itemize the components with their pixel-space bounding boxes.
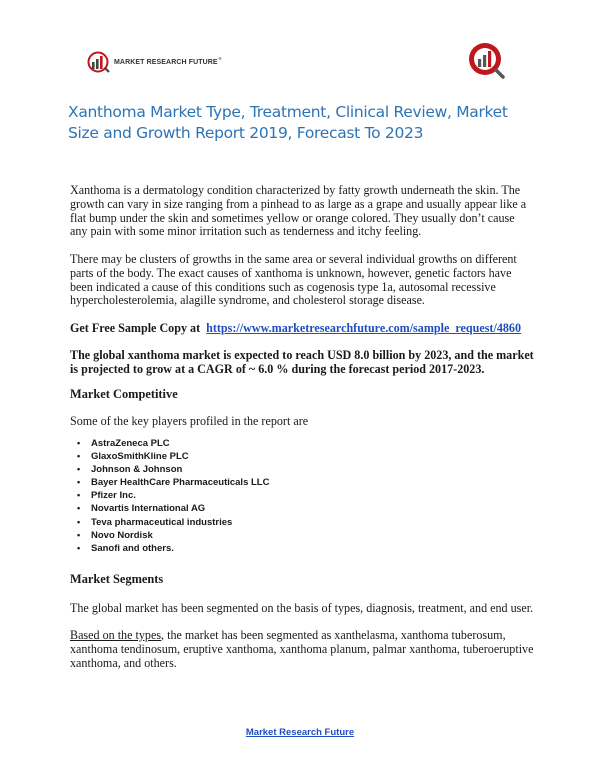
logo-emblem-icon — [466, 40, 506, 80]
players-intro: Some of the key players profiled in the report are — [70, 414, 309, 428]
bullet-icon: • — [77, 542, 81, 553]
bullet-icon: • — [77, 438, 81, 448]
market-segments-heading: Market Segments — [70, 572, 164, 586]
company-logo — [87, 51, 222, 73]
bullet-icon: • — [77, 464, 81, 475]
footer-link[interactable]: Market Research Future — [245, 727, 355, 738]
bullet-icon: • — [77, 529, 81, 540]
list-item: • Sanofi and others. — [77, 542, 174, 554]
bullet-icon: • — [77, 490, 81, 501]
bullet-icon: • — [77, 516, 81, 527]
bullet-icon: • — [77, 477, 81, 488]
list-item: • Teva pharmaceutical industries — [77, 516, 233, 528]
list-item: • AstraZeneca PLC — [77, 438, 170, 449]
key-players-list — [70, 437, 269, 555]
registered-mark: ® — [218, 55, 222, 61]
list-item: • GlaxoSmithKline PLC — [77, 451, 189, 463]
sample-copy-label: Get Free Sample Copy at — [70, 321, 201, 335]
logo-text: MARKET RESEARCH FUTURE ® — [114, 55, 222, 66]
list-item: • Pfizer Inc. — [77, 490, 136, 502]
list-item: • Johnson & Johnson — [77, 464, 183, 476]
types-lead: Based on the types — [70, 628, 162, 642]
types-rest: , the market has been segmented as xanthelasma, xanthoma tuberosum, xanthoma tendinosum, eruptive xanthoma, xanthoma planum, palmar xanthoma, tuberoeruptive xanthoma, and others. — [70, 628, 534, 670]
sample-copy-line — [70, 322, 535, 336]
list-item: • Novartis International AG — [77, 503, 206, 515]
list-item: • Bayer HealthCare Pharmaceuticals LLC — [77, 477, 270, 489]
bullet-icon: • — [77, 451, 81, 462]
market-competitive-heading: Market Competitive — [70, 387, 178, 401]
sample-request-link[interactable]: https://www.marketresearchfuture.com/sample_request/4860 — [206, 321, 522, 335]
intro-paragraph: Xanthoma is a dermatology condition characterized by fatty growth underneath the skin. The growth can vary in size ranging from a pinhead to as large as a grape and usually appear like a flat bump under the skin and sometimes yellow or orange colored. They usually don’t cause any pain with some minor irritation such as tenderness and itchy feeling. — [70, 183, 527, 239]
types-paragraph — [70, 629, 535, 670]
logo-globe-icon — [87, 51, 111, 73]
list-item: • Novo Nordisk — [77, 529, 153, 541]
segments-intro: The global market has been segmented on the basis of types, diagnosis, treatment, and end user. — [70, 601, 534, 615]
page-title: Xanthoma Market Type, Treatment, Clinical Review, Market Size and Growth Report 2019, Forecast To 2023 — [68, 103, 508, 142]
forecast-paragraph: The global xanthoma market is expected to reach USD 8.0 billion by 2023, and the market is projected to grow at a CAGR of ~ 6.0 % during the forecast period 2017-2023. — [70, 348, 534, 376]
clusters-paragraph: There may be clusters of growths in the same area or several individual growths on different parts of the body. The exact causes of xanthoma is unknown, however, genetic factors have been indicated a cause of this conditions such as cogenosis type 1a, autosomal recessive hypercholesterolemia, alagille syndrome, and cholesterol storage disease. — [70, 252, 517, 308]
bullet-icon: • — [77, 503, 81, 514]
